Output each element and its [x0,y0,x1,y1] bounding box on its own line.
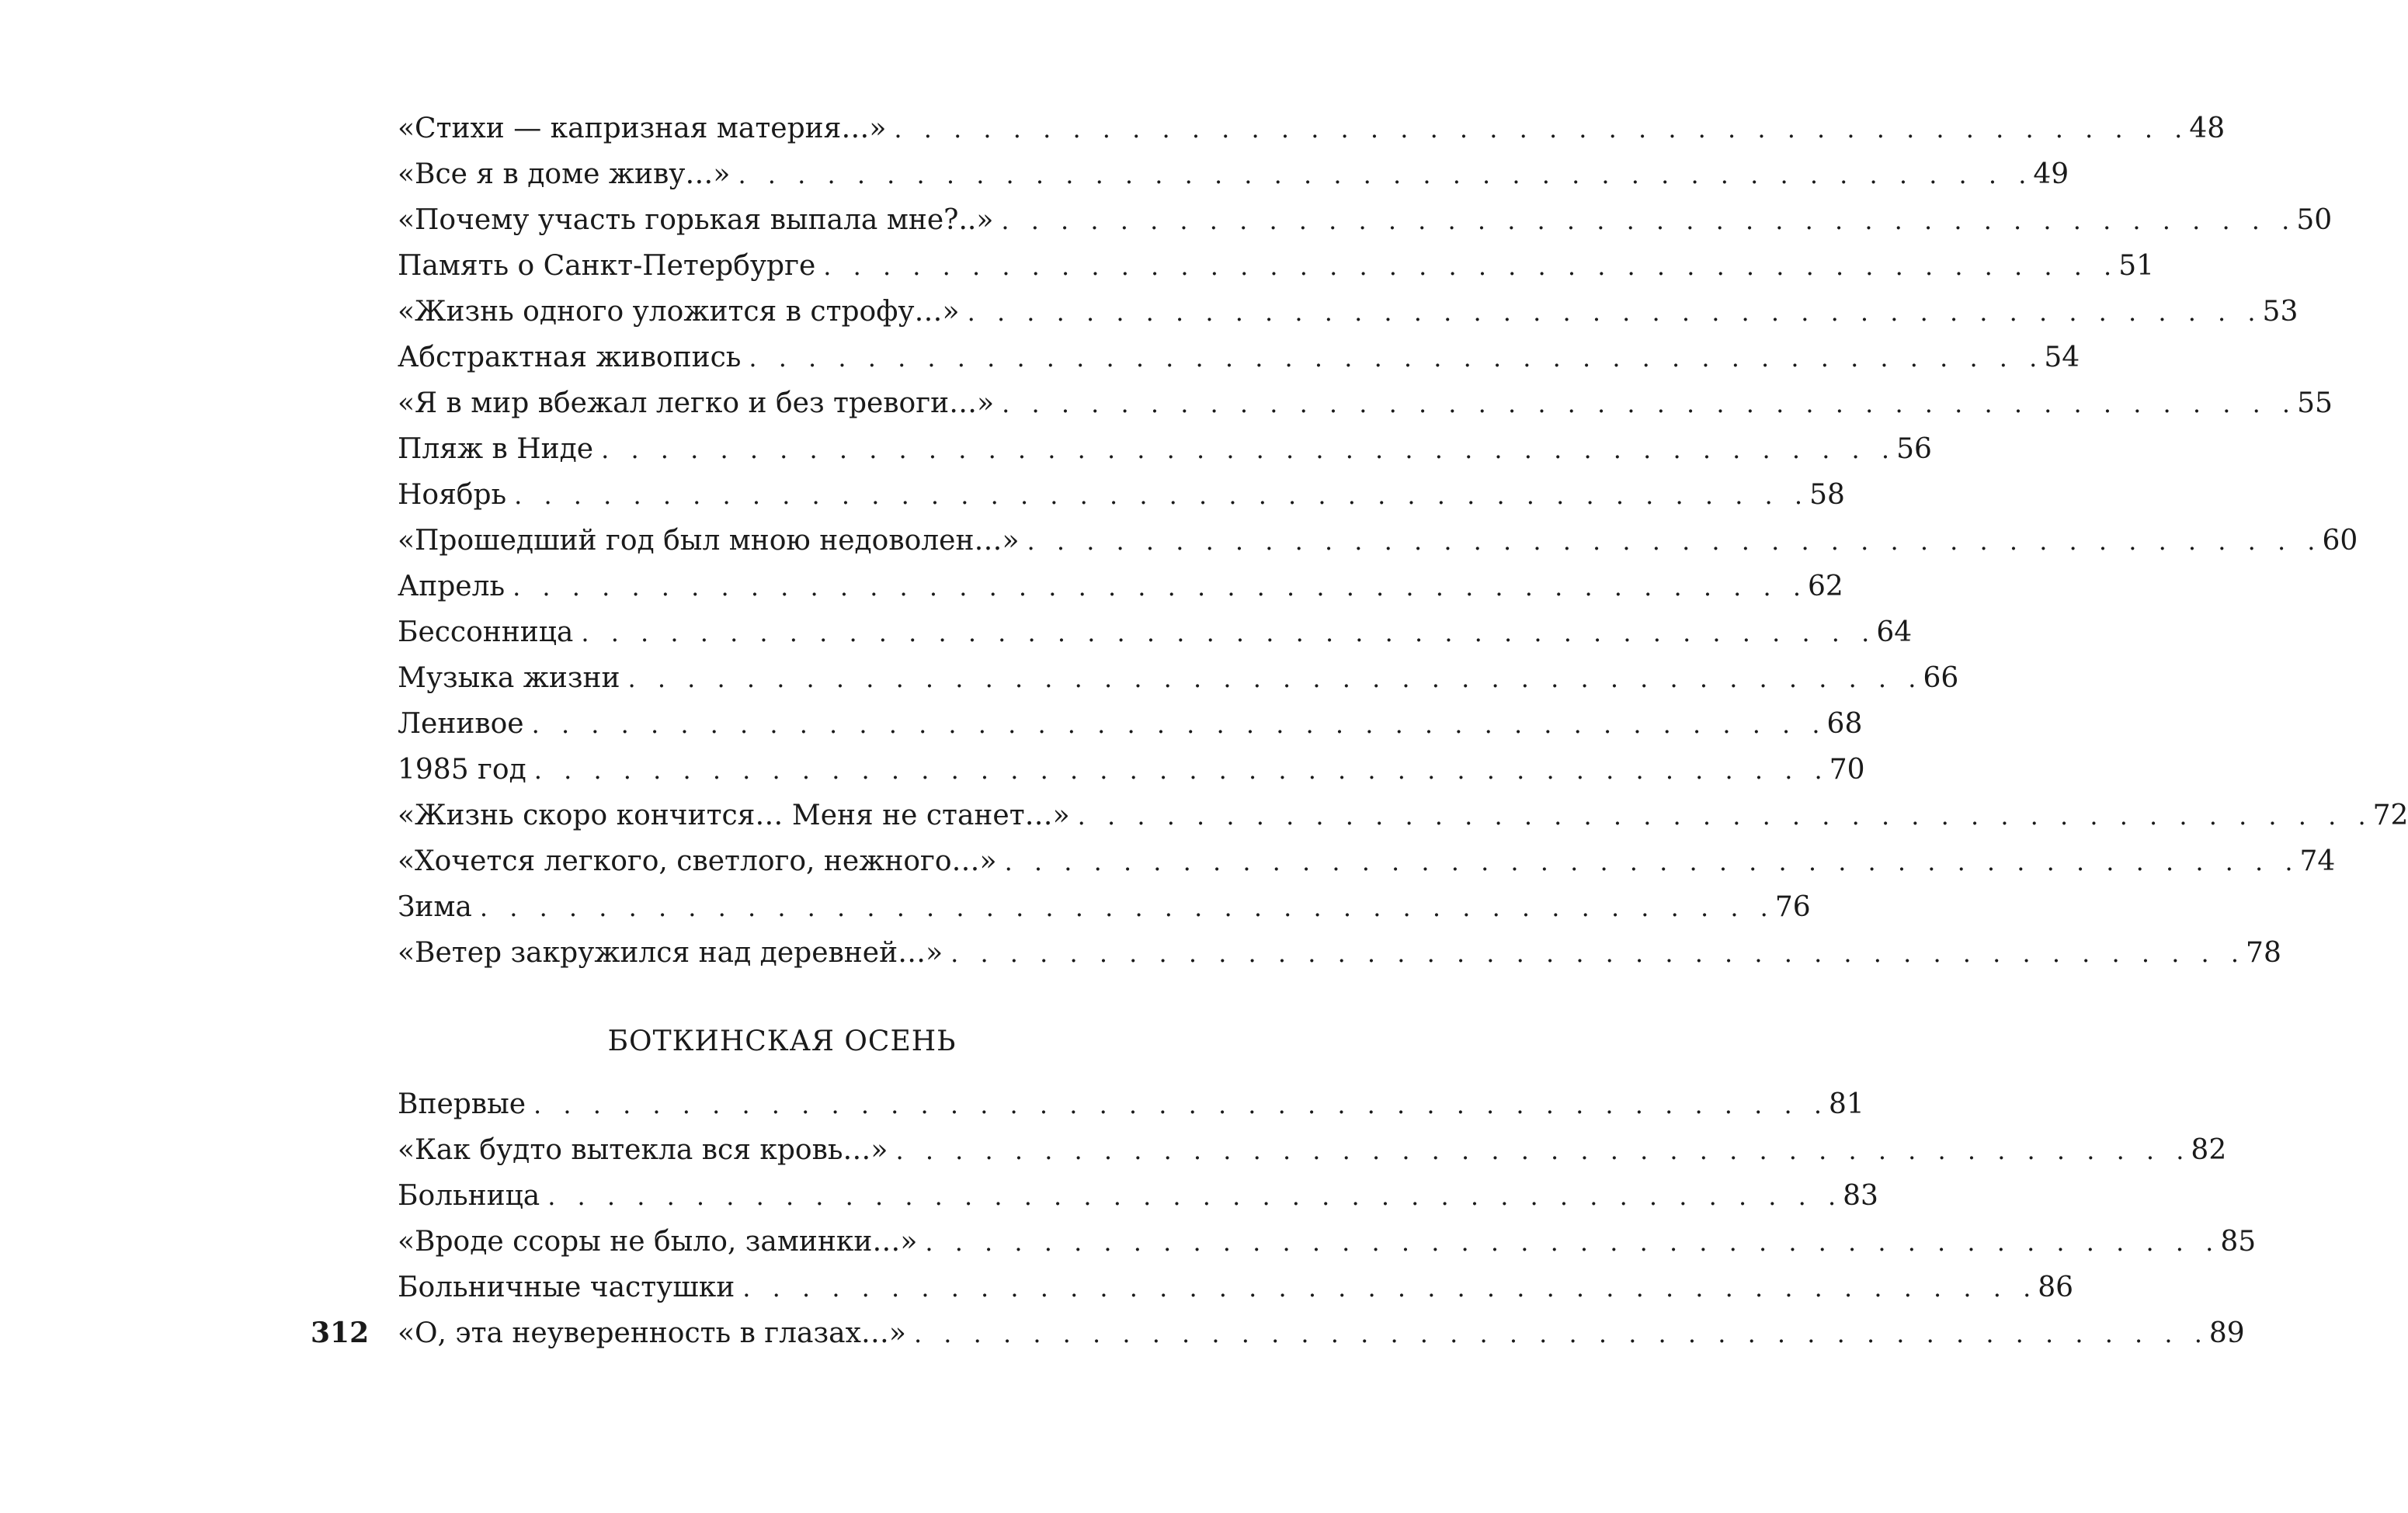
dot-leader: . . . . . . . . . . . . . . . . . . . . . . . . . . . . . . . . . . . . . . . . . . . . [894,114,2190,144]
toc-entry-title: «Жизнь скоро кончится… Меня не станет…» [398,800,1070,831]
dot-leader: . . . . . . . . . . . . . . . . . . . . . . . . . . . . . . . . . . . . . . . . . . . . [514,481,1810,510]
toc-entry-page: 74 [2299,845,2336,877]
toc-entry-page: 70 [1829,754,1865,786]
toc-entry[interactable] [398,518,2358,564]
toc-entry-title: Абстрактная живопись [398,342,742,373]
toc-entry-title: «Все я в доме живу…» [398,158,731,190]
toc-entry[interactable] [398,793,2408,838]
toc-entry-title: Бессонница [398,616,574,648]
toc-list-bottom [398,1081,2257,1356]
dot-leader: . . . . . . . . . . . . . . . . . . . . . . . . . . . . . . . . . . . . . . . . . . . . [823,252,2119,281]
dot-leader: . . . . . . . . . . . . . . . . . . . . . . . . . . . . . . . . . . . . . . . . . . . . [531,710,1827,739]
toc-entry[interactable] [398,335,2080,380]
dot-leader: . . . . . . . . . . . . . . . . . . . . . . . . . . . . . . . . . . . . . . . . . . . . [1077,801,2373,831]
toc-entry[interactable] [398,197,2333,243]
toc-entry-page: 83 [1843,1180,1878,1212]
dot-leader: . . . . . . . . . . . . . . . . . . . . . . . . . . . . . . . . . . . . . . . . . . . . [913,1319,2209,1348]
dot-leader: . . . . . . . . . . . . . . . . . . . . . . . . . . . . . . . . . . . . . . . . . . . . [749,343,2045,373]
toc-entry[interactable] [398,106,2226,151]
toc-entry[interactable] [398,655,1959,701]
dot-leader: . . . . . . . . . . . . . . . . . . . . . . . . . . . . . . . . . . . . . . . . . . . . [742,1273,2038,1303]
toc-entry-title: «Как будто вытекла вся кровь…» [398,1134,888,1166]
toc-entry-page: 64 [1876,616,1913,648]
page-number: 312 [311,1317,370,1349]
toc-entry-page: 50 [2296,204,2333,236]
toc-entry[interactable] [398,151,2069,197]
toc-entry-title: «Хочется легкого, светлого, нежного…» [398,845,997,877]
toc-entry[interactable] [398,884,1811,930]
toc-entry-page: 48 [2189,113,2226,144]
toc-entry[interactable] [398,1081,1864,1127]
toc-entry-page: 51 [2118,250,2155,282]
toc-list-top [398,106,2408,976]
toc-entry[interactable] [398,1219,2257,1265]
toc-entry[interactable] [398,426,1932,472]
dot-leader: . . . . . . . . . . . . . . . . . . . . . . . . . . . . . . . . . . . . . . . . . . . . [601,435,1897,464]
toc-entry-title: Музыка жизни [398,662,620,694]
toc-entry-page: 89 [2208,1317,2245,1349]
toc-entry[interactable] [398,564,1843,609]
dot-leader: . . . . . . . . . . . . . . . . . . . . . . . . . . . . . . . . . . . . . . . . . . . . [895,1136,2191,1165]
toc-entry-title: Ноябрь [398,479,507,511]
toc-entry-title: «Вроде ссоры не было, заминки…» [398,1226,918,1258]
toc-entry-page: 55 [2297,387,2333,419]
toc-entry-title: Апрель [398,571,506,602]
toc-entry-page: 54 [2044,342,2080,373]
toc-entry-title: «Ветер закружился над деревней…» [398,937,943,969]
dot-leader: . . . . . . . . . . . . . . . . . . . . . . . . . . . . . . . . . . . . . . . . . . . . [967,297,2263,327]
dot-leader: . . . . . . . . . . . . . . . . . . . . . . . . . . . . . . . . . . . . . . . . . . . . [1001,206,2297,235]
toc-entry[interactable] [398,747,1865,793]
dot-leader: . . . . . . . . . . . . . . . . . . . . . . . . . . . . . . . . . . . . . . . . . . . . [1004,847,2300,876]
dot-leader: . . . . . . . . . . . . . . . . . . . . . . . . . . . . . . . . . . . . . . . . . . . . [547,1182,1843,1211]
toc-entry[interactable] [398,1173,1878,1219]
toc-entry[interactable] [398,609,1913,655]
dot-leader: . . . . . . . . . . . . . . . . . . . . . . . . . . . . . . . . . . . . . . . . . . . . [533,1090,1829,1119]
dot-leader: . . . . . . . . . . . . . . . . . . . . . . . . . . . . . . . . . . . . . . . . . . . . [738,160,2034,189]
toc-entry-title: Больница [398,1180,540,1212]
toc-entry-title: «Я в мир вбежал легко и без тревоги…» [398,387,995,419]
section-heading: БОТКИНСКАЯ ОСЕНЬ [607,1025,957,1057]
toc-entry-page: 62 [1808,571,1843,602]
toc-entry-page: 66 [1923,662,1959,694]
toc-entry[interactable] [398,472,1845,518]
toc-entry[interactable] [398,289,2299,335]
toc-entry-title: Ленивое [398,708,524,740]
toc-entry-page: 68 [1826,708,1863,740]
toc-entry-title: «О, эта неуверенность в глазах…» [398,1317,906,1349]
toc-entry-title: «Почему участь горькая выпала мне?..» [398,204,994,236]
toc-entry-title: Больничные частушки [398,1272,735,1303]
toc-entry-page: 81 [1828,1088,1864,1120]
toc-entry[interactable] [398,1310,2245,1356]
dot-leader: . . . . . . . . . . . . . . . . . . . . . . . . . . . . . . . . . . . . . . . . . . . . [1027,526,2323,556]
dot-leader: . . . . . . . . . . . . . . . . . . . . . . . . . . . . . . . . . . . . . . . . . . . . [581,618,1877,647]
toc-entry-page: 56 [1896,433,1932,465]
toc-entry-page: 60 [2322,525,2358,557]
toc-entry-title: 1985 год [398,754,526,786]
dot-leader: . . . . . . . . . . . . . . . . . . . . . . . . . . . . . . . . . . . . . . . . . . . . [925,1227,2221,1257]
toc-entry-title: «Прошедший год был мною недоволен…» [398,525,1020,557]
toc-entry-page: 86 [2038,1272,2074,1303]
toc-entry-page: 82 [2191,1134,2227,1166]
toc-entry-title: Пляж в Ниде [398,433,594,465]
toc-entry-title: Зима [398,891,472,923]
dot-leader: . . . . . . . . . . . . . . . . . . . . . . . . . . . . . . . . . . . . . . . . . . . . [950,939,2246,968]
dot-leader: . . . . . . . . . . . . . . . . . . . . . . . . . . . . . . . . . . . . . . . . . . . . [513,572,1809,602]
toc-entry[interactable] [398,930,2281,976]
toc-entry-page: 85 [2220,1226,2257,1258]
toc-entry-page: 72 [2372,800,2408,831]
dot-leader: . . . . . . . . . . . . . . . . . . . . . . . . . . . . . . . . . . . . . . . . . . . . [1002,389,2298,418]
toc-entry[interactable] [398,243,2155,289]
toc-entry-title: «Жизнь одного уложится в строфу…» [398,296,960,328]
toc-entry[interactable] [398,1265,2074,1310]
toc-entry[interactable] [398,380,2333,426]
toc-entry-page: 78 [2246,937,2281,969]
toc-entry-page: 76 [1774,891,1811,923]
toc-entry-page: 58 [1809,479,1845,511]
dot-leader: . . . . . . . . . . . . . . . . . . . . . . . . . . . . . . . . . . . . . . . . . . . . [479,893,1775,922]
toc-entry-title: Впервые [398,1088,526,1120]
toc-entry[interactable] [398,701,1863,747]
toc-entry[interactable] [398,838,2336,884]
toc-entry-title: Память о Санкт-Петербурге [398,250,816,282]
toc-entry-title: «Стихи — капризная материя…» [398,113,887,144]
dot-leader: . . . . . . . . . . . . . . . . . . . . . . . . . . . . . . . . . . . . . . . . . . . . [627,664,1923,693]
toc-entry-page: 49 [2033,158,2069,190]
toc-entry-page: 53 [2262,296,2299,328]
dot-leader: . . . . . . . . . . . . . . . . . . . . . . . . . . . . . . . . . . . . . . . . . . . . [533,755,1829,785]
toc-entry[interactable] [398,1127,2227,1173]
